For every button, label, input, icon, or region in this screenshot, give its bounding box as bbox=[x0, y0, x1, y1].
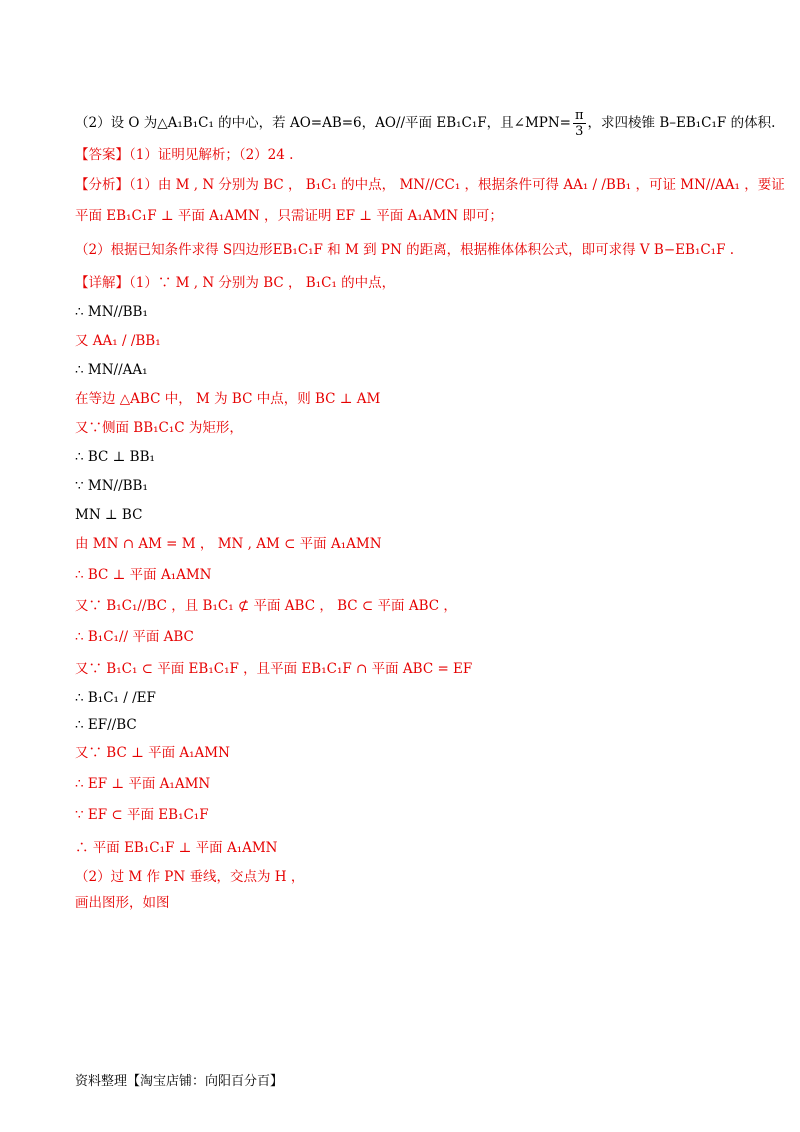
fraction-numerator: π bbox=[574, 108, 584, 123]
detail-line: ∵ MN//BB₁ bbox=[75, 478, 148, 494]
pi-over-3-fraction bbox=[573, 108, 586, 139]
detail-line: 由 MN ∩ AM = M ， MN , AM ⊂ 平面 A₁AMN bbox=[75, 536, 382, 552]
fraction-denominator: 3 bbox=[575, 124, 584, 139]
detail-line: ∵ EF ⊂ 平面 EB₁C₁F bbox=[75, 807, 209, 823]
question-prefix: （2）设 O 为△A₁B₁C₁ 的中心，若 AO=AB=6，AO//平面 EB₁C₁F，且∠MPN= bbox=[75, 115, 571, 131]
question-text bbox=[75, 108, 775, 139]
detail-line: （2）过 M 作 PN 垂线，交点为 H ， bbox=[75, 869, 305, 885]
answer-line: 【答案】（1）证明见解析；（2）24 . bbox=[75, 147, 294, 163]
detail-line: 又 AA₁ / /BB₁ bbox=[75, 333, 161, 349]
detail-line: ∴ MN//AA₁ bbox=[75, 362, 148, 378]
detail-line: 又∵ B₁C₁ ⊂ 平面 EB₁C₁F ，且平面 EB₁C₁F ∩ 平面 ABC = EF bbox=[75, 661, 473, 677]
detail-line: ∴ 平面 EB₁C₁F ⊥ 平面 A₁AMN bbox=[75, 840, 278, 856]
question-suffix: ，求四棱锥 B–EB₁C₁F 的体积. bbox=[587, 115, 776, 131]
detail-line: ∴ BC ⊥ BB₁ bbox=[75, 449, 155, 465]
detail-line: ∴ EF//BC bbox=[75, 717, 137, 733]
detail-line: ∴ BC ⊥ 平面 A₁AMN bbox=[75, 567, 212, 583]
detail-line: 【详解】（1）∵ M , N 分别为 BC ， B₁C₁ 的中点， bbox=[75, 275, 396, 291]
detail-line: 在等边 △ABC 中， M 为 BC 中点，则 BC ⊥ AM bbox=[75, 391, 381, 407]
detail-line: ∴ EF ⊥ 平面 A₁AMN bbox=[75, 776, 211, 792]
detail-line: 又∵ BC ⊥ 平面 A₁AMN bbox=[75, 745, 230, 761]
detail-line: MN ⊥ BC bbox=[75, 507, 143, 523]
detail-line: 又∵侧面 BB₁C₁C 为矩形， bbox=[75, 420, 243, 436]
analysis-line-2: 平面 EB₁C₁F ⊥ 平面 A₁AMN ，只需证明 EF ⊥ 平面 A₁AMN 即可； bbox=[75, 208, 503, 224]
detail-line: 又∵ B₁C₁//BC ，且 B₁C₁ ⊄ 平面 ABC ， BC ⊂ 平面 ABC ， bbox=[75, 598, 457, 614]
footer-source: 资料整理【淘宝店铺：向阳百分百】 bbox=[75, 1074, 284, 1089]
detail-line: ∴ B₁C₁ / /EF bbox=[75, 690, 156, 706]
analysis-line-3: （2）根据已知条件求得 S四边形EB₁C₁F 和 M 到 PN 的距离，根据椎体体积公式，即可求得 V B−EB₁C₁F . bbox=[75, 242, 735, 258]
detail-line: ∴ MN//BB₁ bbox=[75, 304, 148, 320]
analysis-line-1: 【分析】（1）由 M , N 分别为 BC ， B₁C₁ 的中点， MN//CC₁ ，根据条件可得 AA₁ / /BB₁ ，可证 MN//AA₁ ，要证 bbox=[75, 177, 785, 193]
detail-line: 画出图形，如图 bbox=[75, 895, 170, 911]
detail-line: ∴ B₁C₁// 平面 ABC bbox=[75, 629, 194, 645]
